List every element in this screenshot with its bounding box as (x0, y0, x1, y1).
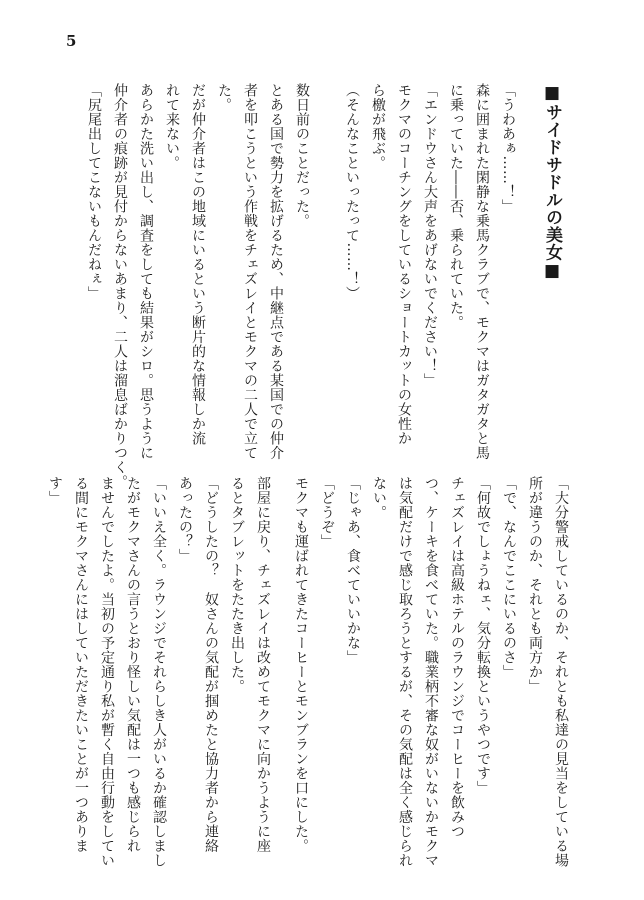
text-column: ませんでしたよ。当初の予定通り私が暫く自由行動をしてい (99, 476, 115, 868)
text-column: るとタブレットをたたき出した。 (229, 476, 245, 694)
text-column: は気配だけで感じ取ろうとするが、その気配は全く感じられ (397, 476, 413, 868)
text-column: た。 (216, 83, 232, 112)
text-column: す」 (47, 476, 63, 505)
text-column: 「尻尾出してこないもんだねぇ」 (86, 83, 102, 301)
text-column: ない。 (371, 476, 387, 520)
page-number: 5 (66, 32, 77, 50)
text-column: 「どうぞ」 (319, 476, 335, 549)
text-column: 者を叩こうという作戦をチェズレイとモクマの二人で立て (242, 83, 258, 460)
text-column: だが仲介者はこの地域にいるという断片的な情報しか流 (190, 83, 206, 446)
text-column: つ、ケーキを食べていた。職業柄不審な奴がいないかモクマ (423, 476, 439, 868)
text-column: チェズレイは高級ホテルのラウンジでコーヒーを飲みつ (449, 476, 465, 839)
text-column: る間にモクマさんにはしていただきたいことが一つありま (73, 476, 89, 853)
bottom-text-block (47, 476, 569, 886)
text-column: あったの？」 (177, 476, 193, 563)
top-text-block (80, 83, 562, 489)
text-column: たがモクマさんの言うとおり怪しい気配は一つも感じられ (125, 476, 141, 853)
text-column: 「うわあぁ……！」 (500, 83, 516, 214)
text-column: 所が違うのか、それとも両方か」 (527, 476, 543, 694)
text-column: 「エンドウさん大声をあげないでください！」 (422, 83, 438, 388)
text-column: 数日前のことだった。 (294, 83, 310, 228)
text-column: 「いいえ全く。ラウンジでそれらしき人がいるか確認しまし (151, 476, 167, 868)
text-column: （そんなこといったって……！） (344, 83, 360, 301)
text-column: れて来ない。 (164, 83, 180, 170)
text-column: に乗っていた――否、乗られていた。 (448, 83, 464, 330)
text-column: 「何故でしょうねェ、気分転換というやつです」 (475, 476, 491, 795)
text-column: モクマのコーチングをしているショートカットの女性か (396, 83, 412, 446)
text-column: 「で、なんでここにいるのさ」 (501, 476, 517, 679)
text-column: ら檄が飛ぶ。 (370, 83, 386, 170)
text-column: とある国で勢力を拡げるため、中継点である某国での仲介 (268, 83, 284, 460)
text-column: 森に囲まれた閑静な乗馬クラブで、モクマはガタガタと馬 (474, 83, 490, 460)
text-column: 「大分警戒しているのか、それとも私達の見当をしている場 (553, 476, 569, 868)
text-column: 仲介者の痕跡が見付からないあまり、二人は溜息ばかりつく。 (112, 83, 128, 489)
text-column: あらかた洗い出し、調査をしても結果がシロ。思うように (138, 83, 154, 460)
section-heading: ■サイドサドルの美女■ (542, 83, 562, 282)
text-column: 「じゃあ、食べていいかな」 (345, 476, 361, 665)
text-column: 「どうしたの？ 奴さんの気配が掴めたと協力者から連絡 (203, 476, 219, 853)
text-column: モクマも運ばれてきたコーヒーとモンブランを口にした。 (293, 476, 309, 853)
text-column: 部屋に戻り、チェズレイは改めてモクマに向かうように座 (255, 476, 271, 853)
